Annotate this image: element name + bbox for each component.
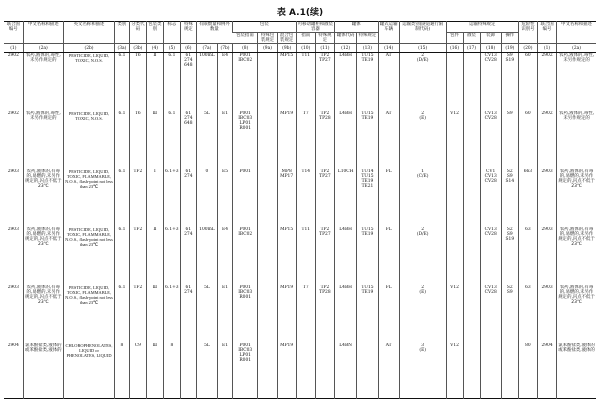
excepted-qty-cell: E5 [218,169,233,227]
st-load-cell [480,343,501,399]
class-code-cell: C9 [129,343,146,399]
pt-special-cell: TP2 TP27 [315,227,334,285]
header-special-provisions: 特殊规定 [180,22,196,44]
class-code-cell: TF2 [129,285,146,343]
hazard-id-cell: 63 [518,285,537,343]
tank-code-cell: L4BN [334,343,356,399]
un-no-cell: 2904 [7,342,19,348]
st-pkg-cell: V12 [446,111,463,169]
packing-group-cell: Ⅱ [146,227,163,285]
header-name-en: 英文名称和描述 [64,22,115,44]
mixed-pkg-cell: MP15 [277,227,296,285]
transport-category-cell: 3 (E) [399,343,446,399]
un-no-cell: 2902 [7,53,19,59]
un-no-cell: 2902 [7,110,19,116]
hazard-id-cell: 63 [518,227,537,285]
column-number: (20) [518,44,537,53]
st-ops-cell: S9 [501,111,518,169]
un-no-2-cell: 2902 [537,53,556,111]
limited-qty-cell: 100mL [196,227,217,285]
st-bulk-cell [463,343,480,399]
mixed-pkg-cell: MP19 [277,111,296,169]
vehicle-cell: AT [378,343,399,399]
hazard-id-cell: 80 [518,343,537,399]
hazard-id-cell: 60 [518,53,537,111]
header-st-bulk: 散装 [463,33,480,44]
column-number: (14) [378,44,399,53]
limited-qty-cell: 5L [196,285,217,343]
pt-special-cell: TP2 TP27 [315,169,334,227]
header-mixed-pkg: 混合包装规定 [277,33,296,44]
pkg-instr-cell: P001 [232,169,258,227]
transport-category-cell: 1 (C/E) [399,169,446,227]
pt-special-cell [315,343,334,399]
class-cell: 6.1 [115,227,130,285]
pkg-special-cell [258,343,277,399]
pt-instr-cell [296,343,315,399]
tank-special-cell: TU15 TE19 [357,285,378,343]
st-pkg-cell [446,169,463,227]
name-cn-cell: 农药,液体的,毒性,未另作规定的 [23,53,63,111]
st-pkg-cell: V12 [446,343,463,399]
table-row [4,227,596,285]
column-number: (2a) [23,44,63,53]
header-portable-tank: 可移动罐柜和散装容器 [297,22,333,33]
column-number: (10) [296,44,315,53]
name-cn-2-cell: 农药,液体的,毒性,未另作规定的 [557,111,596,169]
column-number: (2b) [64,44,115,53]
name-cn-cell: 农药,液体的,有毒的,易燃的,未另作规定的,闪点不低于23℃ [23,285,63,343]
header-pkg-instr: 包装指南 [232,33,258,44]
column-number: (12) [334,44,356,53]
name-cn-2-cell: 农药,液体的,有毒的,易燃的,未另作规定的,闪点不低于23℃ [557,227,596,285]
name-cn-2-cell: 农药,液体的,有毒的,易燃的,未另作规定的,闪点不低于23℃ [557,285,596,343]
name-en-cell: PESTICIDE, LIQUID, TOXIC, FLAMMABLE, N.O.S., flash-point not less than 23℃ [64,227,115,285]
name-cn-2-cell: 农药,液体的,有毒的,易燃的,未另作规定的,闪点不低于23℃ [557,169,596,227]
vehicle-cell: FL [378,227,399,285]
limited-qty-cell: 5L [196,343,217,399]
header-pkg-special: 特殊包装规定 [258,33,277,44]
hazard-id-cell: 60 [518,111,537,169]
packing-group-cell: Ⅲ [146,343,163,399]
header-st-pkg: 包件 [446,33,463,44]
label-cell: 6.1+3 [163,285,180,343]
tank-code-cell: L4BH [334,53,356,111]
limited-qty-cell: 100mL [196,53,217,111]
st-bulk-cell [463,53,480,111]
special-provisions-cell: 61 274 [180,285,196,343]
label-cell: 6.1+3 [163,227,180,285]
pkg-special-cell [258,53,277,111]
packing-group-cell: Ⅲ [146,111,163,169]
pkg-special-cell [258,227,277,285]
packing-group-cell: Ⅱ [146,53,163,111]
st-ops-cell: S2 S9 S19 [501,227,518,285]
header-st-ops: 操作 [501,33,518,44]
name-cn-cell: 农药,液体的,有毒的,易燃的,未另作规定的,闪点不低于23℃ [23,227,63,285]
st-ops-cell: S9 S19 [501,53,518,111]
column-number: (7b) [218,44,233,53]
class-code-cell: TF2 [129,169,146,227]
st-load-cell: CV1 CV13 CV28 [480,169,501,227]
un-no-2-cell: 2903 [537,169,556,227]
pkg-instr-cell: P001 IBC03 LP01 R001 [232,111,258,169]
column-number: (9a) [258,44,277,53]
dangerous-goods-table [4,21,596,399]
vehicle-cell: AT [378,53,399,111]
packing-group-cell: Ⅲ [146,285,163,343]
column-number: (3a) [115,44,130,53]
tank-special-cell [357,343,378,399]
excepted-qty-cell: E4 [218,227,233,285]
pkg-instr-cell: P001 IBC02 [232,227,258,285]
label-cell: 6.1 [163,53,180,111]
header-labels: 标志 [163,22,180,44]
pt-instr-cell: T14 [296,169,315,227]
header-tank-special: 特殊规定 [357,33,378,44]
un-no-2-cell: 2902 [537,111,556,169]
pt-special-cell: TP2 TP28 [315,285,334,343]
header-vehicle: 罐式运输车辆 [378,22,399,44]
st-load-cell: CV13 CV28 [480,53,501,111]
header-limited-qty: 有限数量和例外数量 [196,22,232,44]
tank-code-cell: L4BH [334,227,356,285]
un-no-cell: 2903 [7,284,19,290]
table-row [4,169,596,227]
name-en-cell: PESTICIDE, LIQUID, TOXIC, FLAMMABLE, N.O.S., flash-point not less than 23℃ [64,285,115,343]
st-pkg-cell: V12 [446,285,463,343]
header-pt-special: 特殊规定 [315,33,334,44]
class-code-cell: T6 [129,111,146,169]
table-row [4,343,596,399]
excepted-qty-cell: E1 [218,111,233,169]
pkg-instr-cell: P001 IBC03 R001 [232,285,258,343]
column-number: (2a) [557,44,596,53]
tank-code-cell: L10CH [334,169,356,227]
mixed-pkg-cell: MP8 MP17 [277,169,296,227]
mixed-pkg-cell: MP15 [277,53,296,111]
st-load-cell: CV13 CV28 [480,111,501,169]
special-provisions-cell [180,343,196,399]
tank-code-cell: L4BH [334,111,356,169]
special-provisions-cell: 61 274 648 [180,53,196,111]
class-cell: 6.1 [115,53,130,111]
excepted-qty-cell: E1 [218,285,233,343]
pt-instr-cell: T7 [296,111,315,169]
class-cell: 6.1 [115,169,130,227]
pkg-special-cell [258,111,277,169]
name-cn-2-cell: 氯苯酚盐类,液体的或苯酚盐类,液体的 [557,343,596,399]
st-load-cell: CV13 CV28 [480,285,501,343]
st-ops-cell: S2 S9 S14 [501,169,518,227]
table-row [4,111,596,169]
label-cell: 8 [163,343,180,399]
class-cell: 6.1 [115,111,130,169]
tank-special-cell: TU14 TU15 TE19 TE21 [357,169,378,227]
un-no-2-cell: 2903 [537,227,556,285]
tank-special-cell: TU15 TE19 [357,227,378,285]
column-number: (5) [163,44,180,53]
column-number: (6) [180,44,196,53]
pkg-instr-cell: P001 IBC02 [232,53,258,111]
st-load-cell: CV13 CV28 [480,227,501,285]
name-en-cell: PESTICIDE, LIQUID, TOXIC, N.O.S. [64,111,115,169]
mixed-pkg-cell: MP19 [277,285,296,343]
table-row [4,53,596,111]
name-en-cell: PESTICIDE, LIQUID, TOXIC, N.O.S. [64,53,115,111]
special-provisions-cell: 61 274 [180,169,196,227]
pkg-special-cell [258,169,277,227]
column-number: (7a) [196,44,217,53]
column-number: (8) [232,44,258,53]
table-title: 表 A.1(续) [276,8,324,18]
column-number: (16) [446,44,463,53]
un-no-cell: 2903 [7,226,19,232]
name-cn-cell: 农药,液体的,有毒的,易燃的,未另作规定的,闪点不低于23℃ [23,169,63,227]
limited-qty-cell: 0 [196,169,217,227]
column-number: (18) [480,44,501,53]
header-packaging: 包装 [232,22,296,33]
excepted-qty-cell: E1 [218,343,233,399]
header-class: 类别 [115,22,130,44]
transport-category-cell: 2 (E) [399,285,446,343]
pkg-instr-cell: P001 IBC03 LP01 R001 [232,343,258,399]
vehicle-cell: AT [378,111,399,169]
pt-instr-cell: T7 [296,285,315,343]
header-hazard-id: 危险性识别号 [518,22,537,44]
column-number: (15) [399,44,446,53]
st-bulk-cell [463,285,480,343]
transport-category-cell: 2 (E) [399,111,446,169]
label-cell: 6.1+3 [163,169,180,227]
vehicle-cell: FL [378,285,399,343]
header-name-cn-2: 中文名称和描述 [557,22,596,44]
header-class-code: 分类代码 [129,22,146,44]
column-number: (9b) [277,44,296,53]
name-cn-2-cell: 农药,液体的,毒性,未另作规定的 [557,53,596,111]
column-number: (4) [146,44,163,53]
header-packing-group: 包装类别 [146,22,163,44]
header-tank: 罐体 [334,22,378,33]
vehicle-cell: FL [378,169,399,227]
un-no-2-cell: 2904 [537,343,556,399]
tank-code-cell: L4BH [334,285,356,343]
header-pt-instr: 指南 [296,33,315,44]
column-number: (19) [501,44,518,53]
transport-category-cell: 2 (D/E) [399,53,446,111]
pt-special-cell: TP2 TP27 [315,53,334,111]
column-number: (17) [463,44,480,53]
packing-group-cell: Ⅰ [146,169,163,227]
st-bulk-cell [463,169,480,227]
header-un-no: 联合国编号 [4,22,23,44]
st-pkg-cell [446,53,463,111]
header-st-load: 装卸 [480,33,501,44]
pt-special-cell: TP2 TP28 [315,111,334,169]
pt-instr-cell: T11 [296,227,315,285]
special-provisions-cell: 61 274 [180,227,196,285]
class-cell: 6.1 [115,285,130,343]
header-un-no-2: 联合国编号 [537,22,556,44]
class-cell: 8 [115,343,130,399]
excepted-qty-cell: E4 [218,53,233,111]
table-row [4,285,596,343]
special-provisions-cell: 61 274 648 [180,111,196,169]
un-no-2-cell: 2903 [537,285,556,343]
pkg-special-cell [258,285,277,343]
name-cn-cell: 农药,液体的,毒性,未另作规定的 [23,111,63,169]
class-code-cell: T6 [129,53,146,111]
transport-category-cell: 2 (D/E) [399,227,446,285]
column-number: (13) [357,44,378,53]
header-tank-code: 罐体代码 [334,33,356,44]
un-no-cell: 2903 [7,168,19,174]
st-ops-cell: S2 S9 [501,285,518,343]
st-bulk-cell [463,227,480,285]
header-transport-category: 运输类别(隧道通行限制代码) [399,22,446,44]
column-number: (1) [4,44,23,53]
header-name-cn: 中文名称和描述 [23,22,63,44]
label-cell: 6.1 [163,111,180,169]
header-special-transport: 运输特殊规定 [446,22,518,33]
tank-special-cell: TU15 TE19 [357,53,378,111]
pt-instr-cell: T11 [296,53,315,111]
mixed-pkg-cell: MP19 [277,343,296,399]
column-number: (1) [537,44,556,53]
class-code-cell: TF2 [129,227,146,285]
st-pkg-cell [446,227,463,285]
st-ops-cell [501,343,518,399]
column-number: (11) [315,44,334,53]
column-number: (3b) [129,44,146,53]
name-en-cell: PESTICIDE, LIQUID, TOXIC, FLAMMABLE, N.O.S., flash-point not less than 23℃ [64,169,115,227]
tank-special-cell: TU15 TE19 [357,111,378,169]
name-cn-cell: 氯苯酚盐类,液体的或苯酚盐类,液体的 [23,343,63,399]
limited-qty-cell: 5L [196,111,217,169]
name-en-cell: CHLOROPHENOLATES, LIQUID or PHENOLATES, LIQUID [64,343,115,399]
st-bulk-cell [463,111,480,169]
hazard-id-cell: 663 [518,169,537,227]
